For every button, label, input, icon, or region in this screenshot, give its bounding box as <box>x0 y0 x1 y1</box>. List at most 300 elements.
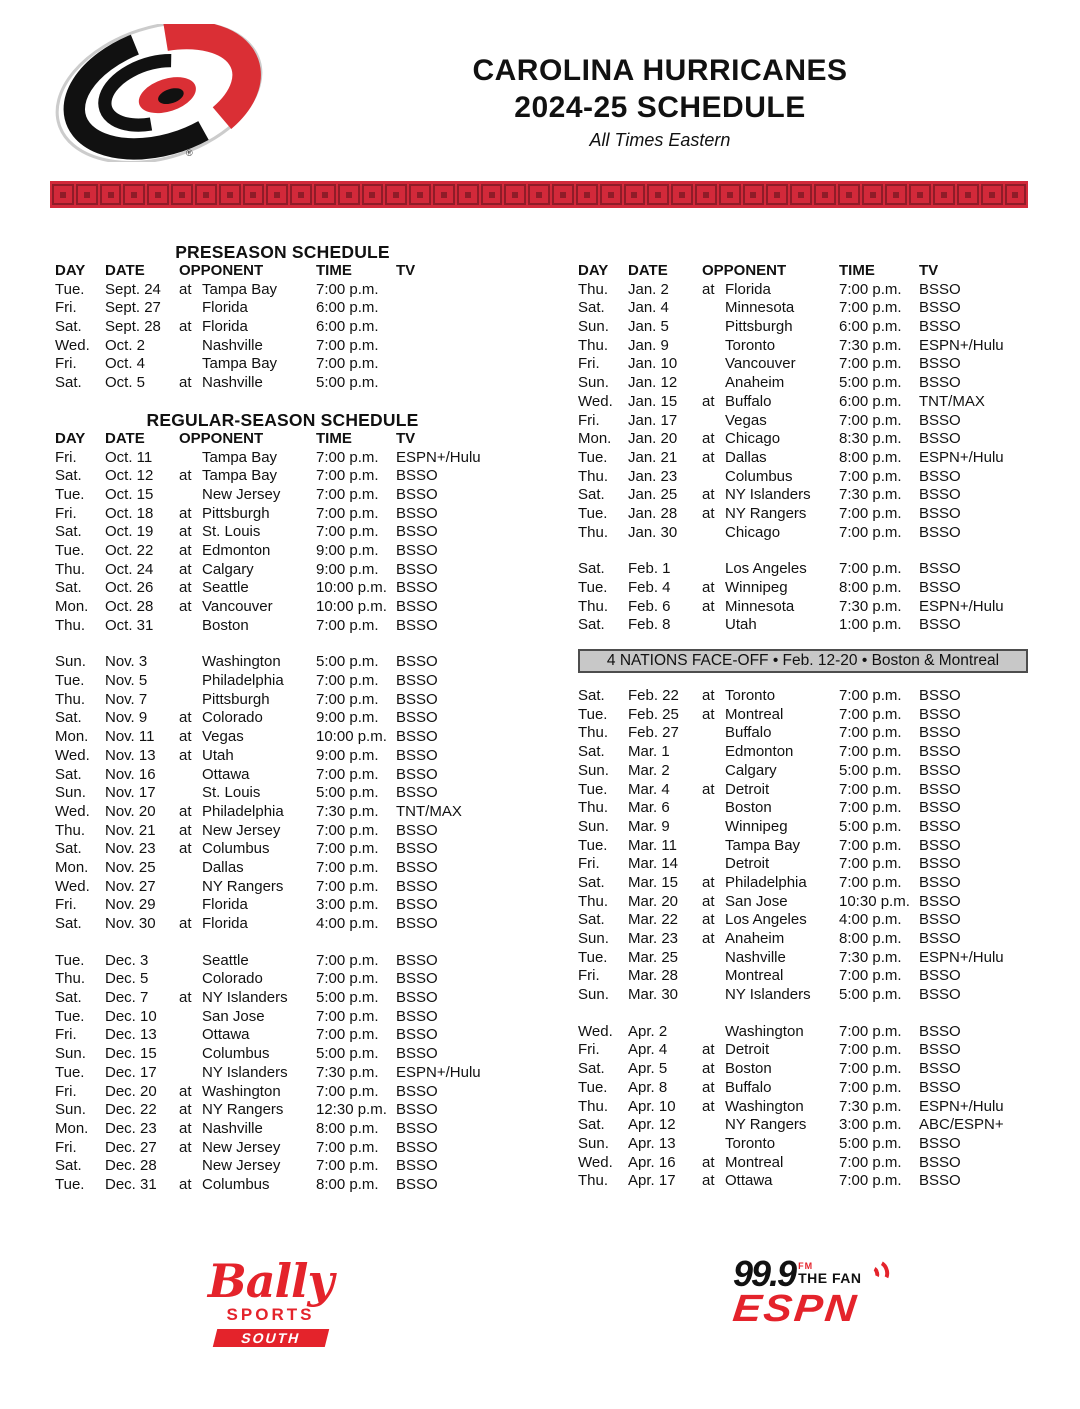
cell-opponent: Colorado <box>202 709 263 727</box>
cell-tv: BSSO <box>396 690 438 708</box>
cell-opponent: Columbus <box>202 1045 270 1063</box>
schedule-row <box>578 560 1028 579</box>
cell-at <box>179 766 202 785</box>
schedule-row <box>55 1026 510 1045</box>
schedule-row <box>578 799 1028 818</box>
cell-at <box>179 355 202 374</box>
cell-day: Sat. <box>578 616 605 634</box>
cell-at: at <box>179 728 192 746</box>
cell-at: at <box>179 802 192 820</box>
cell-date: Nov. 5 <box>105 672 148 690</box>
cell-opponent: Winnipeg <box>725 579 788 596</box>
cell-date: Oct. 31 <box>105 616 154 634</box>
schedule-row <box>55 617 510 636</box>
cell-time: 7:00 p.m. <box>316 858 379 876</box>
cell-at: at <box>702 597 715 615</box>
cell-time: 9:00 p.m. <box>316 541 379 559</box>
cell-at: at <box>179 467 192 485</box>
schedule-row <box>578 781 1028 800</box>
cell-opponent: Ottawa <box>202 765 250 783</box>
cell-time: 7:00 p.m. <box>839 411 902 429</box>
schedule-row <box>578 1116 1028 1135</box>
film-strip-cell <box>362 184 384 205</box>
header-date: DATE <box>105 262 145 279</box>
schedule-row <box>55 1157 510 1176</box>
schedule-row <box>578 393 1028 412</box>
cell-time: 7:00 p.m. <box>839 799 902 817</box>
cell-time: 7:00 p.m. <box>316 1157 379 1175</box>
schedule-row <box>55 505 510 524</box>
cell-at: at <box>702 486 715 504</box>
schedule-row <box>55 1045 510 1064</box>
cell-day: Mon. <box>55 598 89 615</box>
header-opponent: OPPONENT <box>702 262 787 279</box>
cell-time: 7:00 p.m. <box>316 616 379 634</box>
cell-at <box>702 818 725 837</box>
schedule-row <box>55 747 510 766</box>
cell-opponent: San Jose <box>725 892 788 910</box>
cell-date: Dec. 20 <box>105 1082 157 1100</box>
header-time: TIME <box>316 429 352 447</box>
cell-date: Mar. 14 <box>628 855 679 873</box>
film-strip-cell <box>981 184 1003 205</box>
schedule-row <box>578 706 1028 725</box>
cell-day: Fri. <box>55 355 77 373</box>
cell-date: Dec. 10 <box>105 1007 157 1025</box>
cell-date: Oct. 15 <box>105 485 154 503</box>
cell-opponent: Boston <box>725 799 772 817</box>
film-strip-cell <box>433 184 455 205</box>
cell-tv: BSSO <box>919 892 961 910</box>
schedule-row <box>578 616 1028 635</box>
schedule-row <box>55 822 510 841</box>
cell-tv: BSSO <box>919 836 961 854</box>
cell-at: at <box>702 504 715 522</box>
cell-time: 7:00 p.m. <box>839 1060 902 1078</box>
cell-date: Nov. 3 <box>105 653 148 671</box>
cell-time: 7:00 p.m. <box>839 280 902 298</box>
cell-time: 9:00 p.m. <box>316 746 379 764</box>
cell-date: Jan. 23 <box>628 467 678 485</box>
cell-opponent: NY Rangers <box>725 504 807 522</box>
cell-opponent: Florida <box>202 299 248 317</box>
bally-sports-text: SPORTS <box>226 1305 315 1324</box>
film-strip-cell <box>504 184 526 205</box>
film-strip-cell <box>314 184 336 205</box>
cell-at <box>179 1026 202 1045</box>
cell-date: Dec. 13 <box>105 1026 157 1044</box>
cell-at <box>179 784 202 803</box>
cell-opponent: NY Islanders <box>725 486 811 504</box>
cell-opponent: Boston <box>725 1060 772 1078</box>
cell-date: Mar. 9 <box>628 817 670 835</box>
cell-date: Nov. 21 <box>105 821 156 839</box>
cell-time: 5:00 p.m. <box>316 784 379 802</box>
cell-day: Sun. <box>578 930 609 947</box>
cell-date: Jan. 10 <box>628 355 678 373</box>
cell-tv: BSSO <box>919 930 961 947</box>
cell-date: Apr. 5 <box>628 1060 668 1078</box>
cell-tv: BSSO <box>919 280 961 298</box>
cell-opponent: Utah <box>725 616 757 634</box>
cell-at: at <box>702 687 715 705</box>
cell-time: 7:00 p.m. <box>316 690 379 708</box>
film-strip-cell <box>790 184 812 205</box>
cell-time: 10:00 p.m. <box>316 598 387 615</box>
cell-at: at <box>702 430 715 448</box>
schedule-row <box>55 766 510 785</box>
schedule-row <box>55 1008 510 1027</box>
schedule-column-right <box>578 244 1028 1191</box>
cell-at <box>702 855 725 874</box>
cell-tv: BSSO <box>919 873 961 891</box>
cell-tv: BSSO <box>396 485 438 503</box>
cell-date: Dec. 31 <box>105 1175 157 1193</box>
cell-day: Tue. <box>55 1063 85 1081</box>
cell-at: at <box>702 1172 715 1190</box>
cell-date: Oct. 19 <box>105 523 154 541</box>
cell-tv: ESPN+/Hulu <box>919 597 1004 615</box>
cell-opponent: Nashville <box>725 948 786 966</box>
cell-at: at <box>702 930 715 947</box>
cell-date: Nov. 17 <box>105 784 156 802</box>
cell-at: at <box>179 989 192 1007</box>
cell-at: at <box>179 598 192 615</box>
cell-tv: BSSO <box>396 1082 438 1100</box>
cell-day: Sat. <box>55 765 82 783</box>
cell-opponent: Dallas <box>202 858 244 876</box>
cell-opponent: Florida <box>202 318 248 336</box>
header-day: DAY <box>55 429 86 447</box>
cell-time: 7:00 p.m. <box>316 840 379 858</box>
cell-day: Sun. <box>578 318 609 336</box>
cell-time: 7:00 p.m. <box>316 672 379 690</box>
cell-tv: BSSO <box>396 989 438 1007</box>
cell-tv <box>396 337 510 356</box>
schedule-row <box>55 1176 510 1195</box>
cell-day: Sat. <box>55 915 82 932</box>
cell-opponent: Florida <box>725 280 771 298</box>
cell-tv: BSSO <box>396 467 438 485</box>
cell-date: Feb. 22 <box>628 687 679 705</box>
schedule-row <box>55 989 510 1008</box>
cell-at <box>702 318 725 337</box>
schedule-row <box>55 840 510 859</box>
film-strip <box>50 181 1028 208</box>
cell-tv: BSSO <box>919 761 961 779</box>
cell-date: Jan. 20 <box>628 430 678 448</box>
cell-at <box>179 1064 202 1083</box>
cell-at: at <box>702 911 715 929</box>
cell-tv: BSSO <box>396 579 438 597</box>
schedule-row <box>578 855 1028 874</box>
cell-tv: BSSO <box>919 743 961 761</box>
cell-time: 5:00 p.m. <box>839 761 902 779</box>
cell-opponent: Toronto <box>725 336 776 354</box>
cell-day: Thu. <box>578 280 609 298</box>
cell-day: Tue. <box>578 780 608 798</box>
schedule-row <box>578 986 1028 1005</box>
schedule-row <box>55 970 510 989</box>
cell-at: at <box>179 1082 192 1100</box>
film-strip-cell <box>243 184 265 205</box>
preseason-rows <box>55 281 510 393</box>
cell-date: Apr. 12 <box>628 1116 676 1134</box>
cell-opponent: Philadelphia <box>725 873 807 891</box>
cell-date: Jan. 21 <box>628 448 678 466</box>
cell-at <box>179 653 202 672</box>
hurricane-icon <box>52 24 266 162</box>
schedule-row <box>55 896 510 915</box>
schedule-row <box>55 915 510 934</box>
cell-opponent: Washington <box>725 1022 804 1040</box>
cell-at <box>702 967 725 986</box>
cell-tv: BSSO <box>396 1045 438 1063</box>
cell-at: at <box>179 318 192 336</box>
cell-time: 7:00 p.m. <box>839 743 902 761</box>
cell-time: 7:00 p.m. <box>839 836 902 854</box>
cell-time: 5:00 p.m. <box>316 653 379 671</box>
december-rows <box>55 952 510 1195</box>
cell-day: Thu. <box>578 1172 609 1190</box>
schedule-row <box>578 1060 1028 1079</box>
cell-at: at <box>702 1078 715 1096</box>
cell-time: 10:30 p.m. <box>839 892 910 910</box>
schedule-row <box>578 762 1028 781</box>
cell-day: Sat. <box>55 374 82 392</box>
schedule-row <box>55 1120 510 1139</box>
cell-opponent: Philadelphia <box>202 672 284 690</box>
cell-opponent: Anaheim <box>725 374 785 392</box>
film-strip-cell <box>338 184 360 205</box>
film-strip-cell <box>600 184 622 205</box>
radio-band-name <box>798 1258 861 1286</box>
regular-season-title: REGULAR-SEASON SCHEDULE <box>146 409 419 430</box>
cell-at: at <box>179 541 192 559</box>
schedule-row <box>55 542 510 561</box>
cell-at: at <box>702 579 715 596</box>
cell-time: 5:00 p.m. <box>316 1045 379 1063</box>
cell-day: Wed. <box>578 392 613 410</box>
header-tv: TV <box>919 262 939 279</box>
cell-time: 7:00 p.m. <box>316 355 379 373</box>
cell-tv: BSSO <box>396 858 438 876</box>
schedule-row <box>55 467 510 486</box>
cell-at <box>179 859 202 878</box>
cell-tv: BSSO <box>919 1022 961 1040</box>
cell-tv: BSSO <box>919 504 961 522</box>
film-strip-cell <box>695 184 717 205</box>
cell-date: Dec. 7 <box>105 989 149 1007</box>
cell-day: Mon. <box>578 430 612 448</box>
cell-at <box>179 672 202 691</box>
cell-day: Sat. <box>55 467 82 485</box>
cell-time: 7:00 p.m. <box>316 951 379 969</box>
cell-time: 3:00 p.m. <box>316 896 379 914</box>
cell-tv <box>396 374 510 393</box>
header-date: DATE <box>628 262 668 279</box>
header-day: DAY <box>578 262 609 279</box>
cell-date: Oct. 12 <box>105 467 154 485</box>
cell-day: Tue. <box>578 1078 608 1096</box>
cell-opponent: Tampa Bay <box>725 836 801 854</box>
cell-at <box>179 1008 202 1027</box>
cell-time: 7:00 p.m. <box>839 1153 902 1171</box>
cell-time: 7:30 p.m. <box>839 336 902 354</box>
cell-tv: BSSO <box>396 653 438 671</box>
cell-day: Sat. <box>578 873 605 891</box>
schedule-row <box>578 430 1028 449</box>
header-day: DAY <box>55 262 86 279</box>
cell-time: 5:00 p.m. <box>839 986 902 1004</box>
cell-day: Fri. <box>55 299 77 317</box>
film-strip-cell <box>719 184 741 205</box>
cell-time: 7:00 p.m. <box>839 467 902 485</box>
cell-day: Sat. <box>55 523 82 541</box>
cell-day: Fri. <box>55 448 77 466</box>
cell-at: at <box>179 746 192 764</box>
carolina-hurricanes-logo <box>52 24 266 162</box>
cell-date: Nov. 20 <box>105 802 156 820</box>
cell-tv: BSSO <box>396 523 438 541</box>
cell-date: Mar. 28 <box>628 967 679 985</box>
cell-day: Sat. <box>55 579 82 597</box>
film-strip-cell <box>838 184 860 205</box>
cell-tv: BSSO <box>919 430 961 448</box>
cell-time: 5:00 p.m. <box>839 1134 902 1152</box>
cell-at <box>179 299 202 318</box>
cell-tv: BSSO <box>396 877 438 895</box>
cell-opponent: Washington <box>202 1082 281 1100</box>
cell-at: at <box>179 1138 192 1156</box>
cell-day: Fri. <box>578 355 600 373</box>
cell-time: 7:00 p.m. <box>839 504 902 522</box>
cell-tv: BSSO <box>919 911 961 929</box>
schedule-row <box>55 449 510 468</box>
cell-opponent: Toronto <box>725 687 776 705</box>
header-opponent: OPPONENT <box>179 429 264 447</box>
cell-tv: BSSO <box>919 560 961 578</box>
cell-day: Sun. <box>55 1101 86 1119</box>
cell-time: 7:00 p.m. <box>316 765 379 783</box>
radio-fm-label: FM <box>798 1261 814 1271</box>
cell-at <box>179 617 202 636</box>
cell-day: Tue. <box>578 504 608 522</box>
film-strip-cell <box>52 184 74 205</box>
header-tv: TV <box>396 262 416 279</box>
cell-tv: BSSO <box>396 560 438 578</box>
cell-opponent: Seattle <box>202 579 249 597</box>
november-rows <box>55 653 510 933</box>
cell-time: 4:00 p.m. <box>316 915 379 932</box>
cell-time: 7:00 p.m. <box>316 448 379 466</box>
cell-opponent: Washington <box>202 653 281 671</box>
cell-tv: BSSO <box>919 817 961 835</box>
february-march-rows <box>578 687 1028 1005</box>
cell-opponent: New Jersey <box>202 1157 281 1175</box>
schedule-row <box>55 598 510 617</box>
cell-tv: ESPN+/Hulu <box>396 448 481 466</box>
film-strip-cell <box>409 184 431 205</box>
cell-date: Jan. 30 <box>628 523 678 541</box>
schedule-row <box>578 524 1028 543</box>
cell-opponent: Seattle <box>202 951 249 969</box>
title-team-name: CAROLINA HURRICANES <box>472 54 848 87</box>
cell-tv: BSSO <box>919 579 961 596</box>
cell-day: Tue. <box>55 672 85 690</box>
preseason-title: PRESEASON SCHEDULE <box>175 242 390 262</box>
cell-opponent: Nashville <box>202 336 263 354</box>
cell-tv: ESPN+/Hulu <box>396 1063 481 1081</box>
cell-tv: BSSO <box>396 1157 438 1175</box>
cell-time: 10:00 p.m. <box>316 728 387 746</box>
cell-time: 7:00 p.m. <box>839 705 902 723</box>
cell-opponent: Columbus <box>202 840 270 858</box>
cell-at: at <box>702 1060 715 1078</box>
cell-date: Jan. 2 <box>628 280 669 298</box>
schedule-row <box>578 1023 1028 1042</box>
cell-time: 9:00 p.m. <box>316 560 379 578</box>
cell-tv: BSSO <box>919 687 961 705</box>
cell-opponent: Boston <box>202 616 249 634</box>
cell-opponent: Vancouver <box>725 355 796 373</box>
schedule-row <box>578 930 1028 949</box>
cell-date: Oct. 26 <box>105 579 154 597</box>
cell-opponent: Vegas <box>202 728 244 746</box>
cell-date: Oct. 4 <box>105 355 146 373</box>
film-strip-cell <box>195 184 217 205</box>
cell-at <box>702 1116 725 1135</box>
cell-time: 7:00 p.m. <box>316 485 379 503</box>
cell-time: 6:00 p.m. <box>839 392 902 410</box>
schedule-row <box>55 1064 510 1083</box>
cell-at: at <box>179 1101 192 1119</box>
cell-day: Mon. <box>55 858 89 876</box>
cell-at <box>702 560 725 579</box>
cell-tv: BSSO <box>919 374 961 392</box>
cell-date: Jan. 17 <box>628 411 678 429</box>
header-time: TIME <box>316 262 352 279</box>
cell-date: Oct. 24 <box>105 560 154 578</box>
cell-opponent: Washington <box>725 1097 804 1115</box>
cell-at: at <box>179 579 192 597</box>
cell-opponent: NY Islanders <box>725 986 811 1004</box>
cell-at <box>702 1135 725 1154</box>
header-tv: TV <box>396 429 416 447</box>
header-opponent: OPPONENT <box>179 262 264 279</box>
cell-tv: BSSO <box>919 616 961 634</box>
cell-day: Tue. <box>55 280 85 298</box>
schedule-row <box>55 691 510 710</box>
cell-date: Nov. 23 <box>105 840 156 858</box>
cell-time: 7:00 p.m. <box>839 560 902 578</box>
cell-time: 7:30 p.m. <box>316 802 379 820</box>
cell-tv: BSSO <box>919 1134 961 1152</box>
cell-date: Apr. 10 <box>628 1097 676 1115</box>
cell-date: Oct. 28 <box>105 598 154 615</box>
cell-tv: BSSO <box>919 523 961 541</box>
espn-wordmark: ESPN <box>730 1288 861 1330</box>
cell-tv: ESPN+/Hulu <box>919 948 1004 966</box>
cell-date: Oct. 22 <box>105 541 154 559</box>
cell-day: Sat. <box>55 318 82 336</box>
cell-date: Dec. 28 <box>105 1157 157 1175</box>
schedule-row <box>55 803 510 822</box>
cell-date: Feb. 8 <box>628 616 671 634</box>
cell-at <box>702 412 725 431</box>
schedule-row <box>578 743 1028 762</box>
film-strip-cell <box>647 184 669 205</box>
